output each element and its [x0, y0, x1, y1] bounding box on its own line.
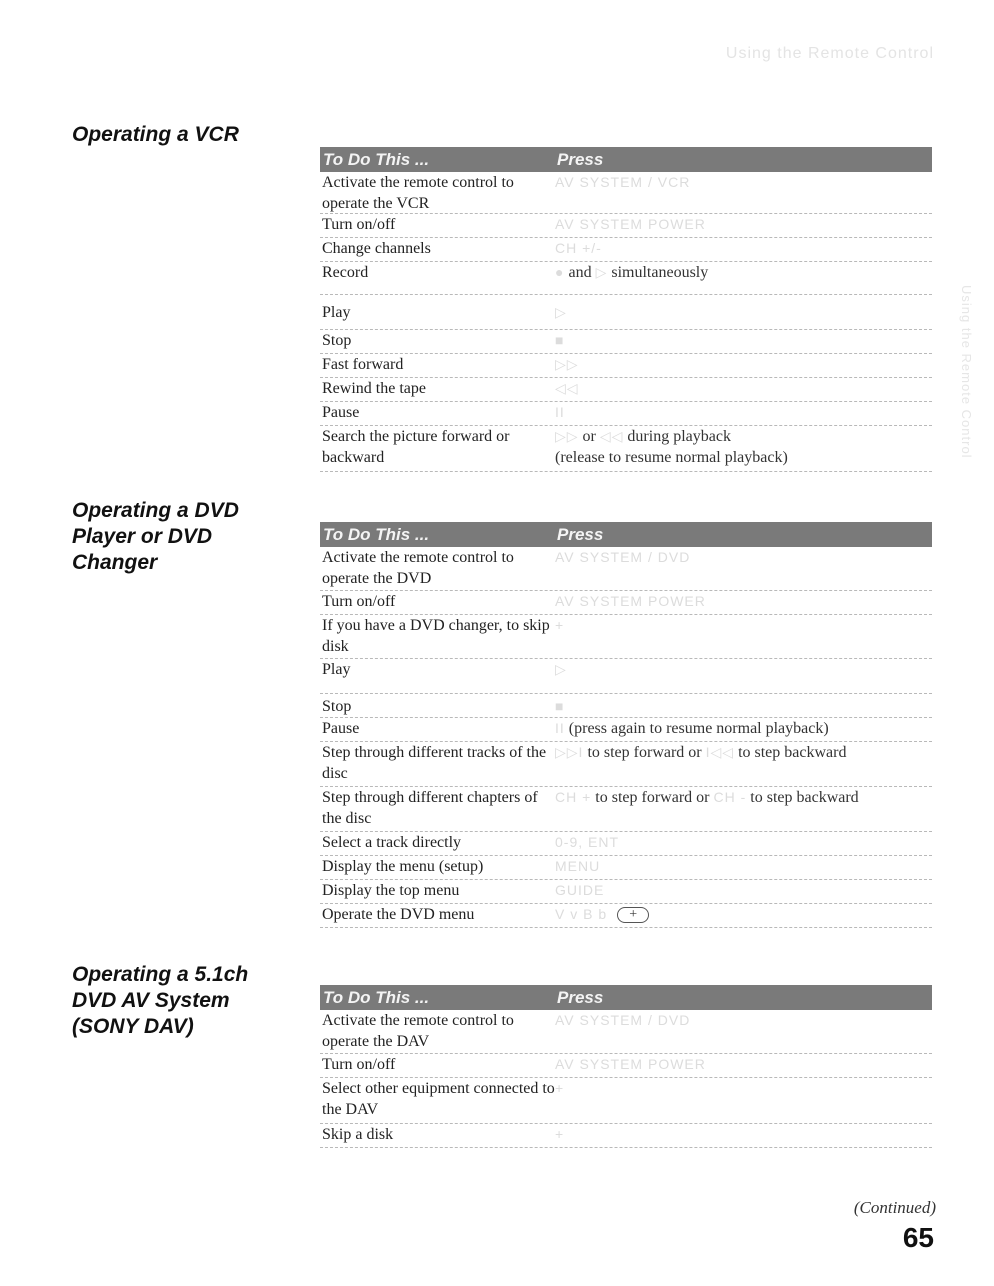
table-row [320, 378, 932, 402]
table-row [320, 354, 932, 378]
table-row [320, 330, 932, 354]
table-row [320, 1124, 932, 1148]
press-text: to step backward [738, 744, 847, 761]
action-text: Record [322, 264, 369, 281]
table-header [320, 147, 932, 172]
section-title-dvd: Operating a DVD Player or DVD Changer [72, 499, 239, 574]
table-row [320, 295, 932, 330]
button-ref: + [555, 617, 565, 633]
press-text: and [568, 264, 592, 281]
table-row [320, 591, 932, 615]
action-text: Play [322, 661, 351, 678]
dav-table [320, 985, 932, 1148]
action-text: Play [322, 303, 351, 321]
action-text: Select a track directly [322, 834, 462, 851]
header-press: Press [557, 988, 604, 1007]
press-note: (release to resume normal playback) [555, 449, 788, 466]
section-title-dav: Operating a 5.1ch DVD AV System (SONY DAV) [72, 963, 249, 1038]
play-icon: ▷ [595, 264, 608, 280]
fast-forward-icon: ▷▷ [555, 356, 579, 372]
rewind-icon: ◁◁ [555, 380, 579, 396]
button-ref: MENU [555, 858, 601, 874]
press-text: to step forward or [595, 789, 710, 806]
play-icon: ▷ [555, 303, 567, 320]
action-text: Step through different chapters of the disc [322, 789, 538, 827]
button-ref: AV SYSTEM POWER [555, 216, 706, 232]
header-press: Press [557, 525, 604, 544]
pause-icon: II [555, 720, 565, 736]
pause-icon: II [555, 404, 565, 420]
button-ref: CH - [713, 789, 747, 805]
table-row [320, 832, 932, 856]
button-ref: AV SYSTEM POWER [555, 593, 706, 609]
table-row [320, 1010, 932, 1054]
action-text: Display the top menu [322, 882, 460, 899]
table-row [320, 262, 932, 295]
button-ref: + [555, 1080, 565, 1096]
action-text: Pause [322, 404, 360, 421]
header-to-do-this: To Do This ... [323, 525, 430, 544]
table-row [320, 904, 932, 928]
button-ref: CH + [555, 789, 592, 805]
dvd-table [320, 522, 932, 928]
button-ref: AV SYSTEM / DVD [555, 1012, 691, 1028]
table-row [320, 402, 932, 426]
action-text: Pause [322, 720, 360, 737]
press-text: simultaneously [611, 264, 709, 281]
button-ref: GUIDE [555, 882, 605, 898]
table-row [320, 880, 932, 904]
action-text: Turn on/off [322, 216, 396, 233]
action-text: Skip a disk [322, 1126, 394, 1143]
header-press: Press [557, 150, 604, 169]
action-text: Display the menu (setup) [322, 858, 484, 875]
plus-button-icon: + [617, 907, 649, 923]
table-row [320, 718, 932, 742]
table-row [320, 214, 932, 238]
button-ref: AV SYSTEM / DVD [555, 549, 691, 565]
action-text: Activate the remote control to operate the DVD [322, 549, 514, 587]
table-row [320, 694, 932, 718]
action-text: Fast forward [322, 356, 404, 373]
record-icon: ● [555, 264, 565, 280]
next-track-icon: ▷▷I [555, 744, 584, 760]
action-text: Rewind the tape [322, 380, 426, 397]
action-text: Search the picture forward or backward [322, 428, 510, 466]
table-row [320, 172, 932, 214]
action-text: Operate the DVD menu [322, 906, 475, 923]
action-text: Stop [322, 698, 352, 715]
play-icon: ▷ [555, 661, 567, 677]
table-row [320, 659, 932, 694]
button-ref: + [555, 1126, 565, 1142]
press-text: to step forward or [587, 744, 702, 761]
table-row [320, 742, 932, 787]
button-ref: AV SYSTEM / VCR [555, 174, 691, 190]
arrow-keys-icon: V v B b [555, 906, 608, 922]
button-ref: AV SYSTEM POWER [555, 1056, 706, 1072]
stop-icon: ■ [555, 332, 565, 348]
header-to-do-this: To Do This ... [323, 150, 430, 169]
action-text: Turn on/off [322, 1056, 396, 1073]
action-text: Stop [322, 332, 352, 349]
table-row [320, 1078, 932, 1124]
side-tab-label: Using the Remote Control [959, 285, 974, 459]
table-row [320, 787, 932, 832]
page-number: 65 [902, 1222, 934, 1253]
action-text: Select other equipment connected to the DAV [322, 1080, 555, 1118]
action-text: Turn on/off [322, 593, 396, 610]
press-text: during playback [627, 428, 731, 445]
running-header: Using the Remote Control [725, 45, 934, 62]
table-row [320, 547, 932, 591]
rewind-icon: ◁◁ [599, 428, 624, 444]
table-row [320, 856, 932, 880]
press-text: or [582, 428, 596, 445]
button-ref: CH +/- [555, 240, 602, 256]
header-to-do-this: To Do This ... [323, 988, 430, 1007]
stop-icon: ■ [555, 698, 565, 714]
press-text: (press again to resume normal playback) [568, 720, 829, 737]
vcr-table [320, 147, 932, 472]
section-title-vcr: Operating a VCR [72, 123, 239, 146]
action-text: Activate the remote control to operate the VCR [322, 174, 514, 212]
previous-track-icon: I◁◁ [705, 744, 735, 760]
continued-note: (Continued) [853, 1198, 936, 1217]
table-row [320, 426, 932, 472]
table-row [320, 615, 932, 659]
table-header [320, 985, 932, 1010]
action-text: Step through different tracks of the disc [322, 744, 547, 782]
action-text: Change channels [322, 240, 431, 257]
fast-forward-icon: ▷▷ [555, 428, 579, 444]
table-row [320, 238, 932, 262]
action-text: Activate the remote control to operate the DAV [322, 1012, 514, 1050]
button-ref: 0-9, ENT [555, 834, 620, 850]
table-header [320, 522, 932, 547]
action-text: If you have a DVD changer, to skip disk [322, 617, 550, 655]
press-text: to step backward [750, 789, 859, 806]
table-row [320, 1054, 932, 1078]
